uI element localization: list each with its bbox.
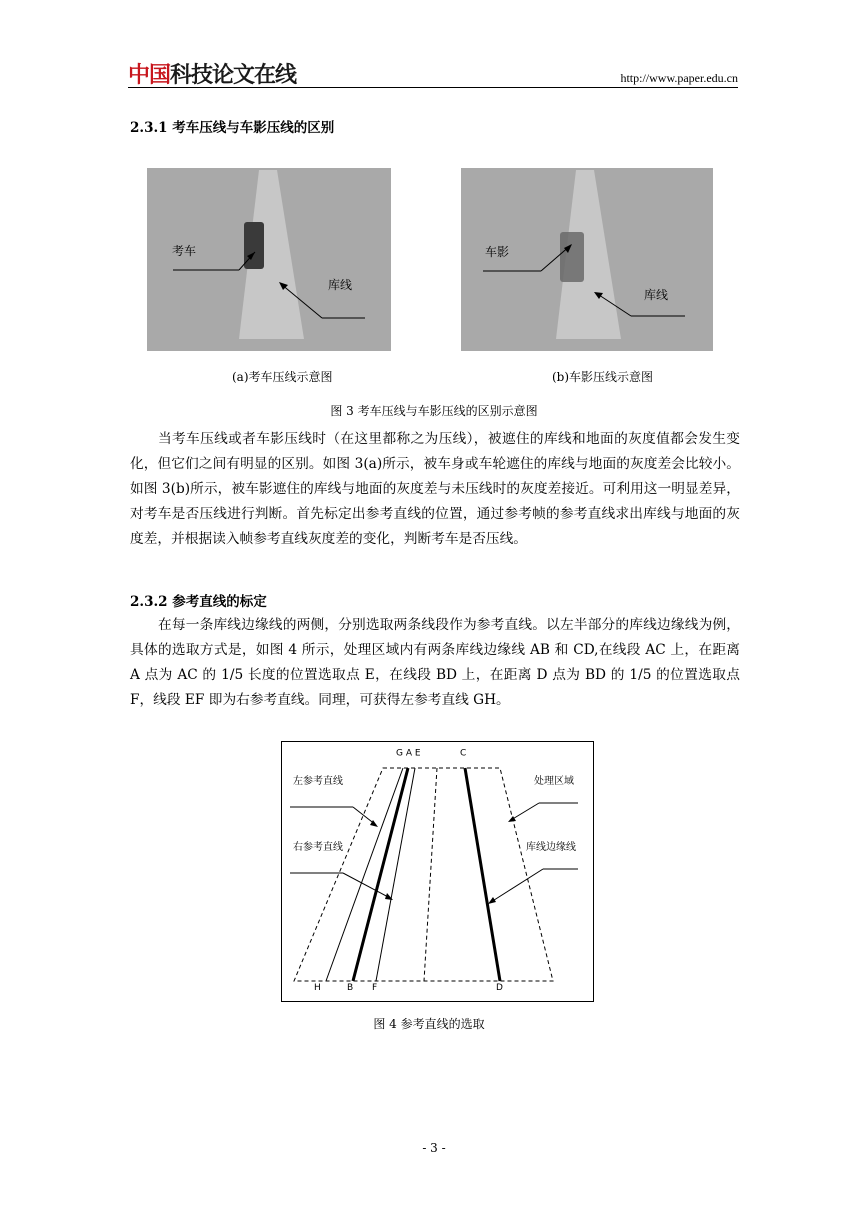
label-car: 考车: [172, 244, 197, 258]
figure3-panel-a: [147, 168, 391, 351]
car-shape: [244, 222, 264, 269]
site-logo: [128, 58, 296, 89]
label-d: D: [496, 983, 503, 993]
label-region: 处理区域: [534, 776, 574, 787]
car-shadow-shape: [560, 232, 584, 282]
label-line: 库线: [644, 288, 669, 302]
logo-red-text: 中国: [128, 63, 171, 88]
paragraph-2: 在每一条库线边缘线的两侧，分别选取两条线段作为参考直线。以左半部分的库线边缘线为例，具体的选取方式是，如图 4 所示，处理区域内有两条库线边缘线 AB 和 CD,在线段 AC 上，在距离 A 点为 AC 的 1/5 长度的位置选取点 E，在线段 BD 上，在距离 D 点为 BD 的 1/5 的位置选取点 F，线段 EF 即为右参考直线。同理，可获得左参考直线 GH。: [130, 617, 740, 708]
paragraph-1: 当考车压线或者车影压线时（在这里都称之为压线），被遮住的库线和地面的灰度值都会发生变化，但它们之间有明显的区别。如图 3(a)所示，被车身或车轮遮住的库线与地面的灰度差会比较小。如图 3(b)所示，被车影遮住的库线与地面的灰度差与未压线时的灰度差接近。可利用这一明显差异，对考车是否压线进行判断。首先标定出参考直线的位置，通过参考帧的参考直线求出库线与地面的灰度差，并根据读入帧参考直线灰度差的变化，判断考车是否压线。: [130, 431, 740, 547]
figure3b-caption: (b)车影压线示意图: [552, 370, 654, 384]
label-h: H: [314, 983, 321, 993]
label-c: C: [460, 748, 467, 759]
label-shadow: 车影: [485, 245, 510, 259]
figure4-diagram: [281, 741, 594, 1002]
label-right-ref: 右参考直线: [293, 842, 343, 853]
label-b: B: [347, 983, 354, 993]
section-title-2-3-2: 2.3.2 参考直线的标定: [130, 594, 267, 610]
figure4-caption: 图 4 参考直线的选取: [373, 1017, 485, 1031]
header-url[interactable]: http://www.paper.edu.cn: [620, 71, 738, 85]
page-number: - 3 -: [422, 1141, 446, 1155]
label-f: F: [372, 983, 378, 993]
label-edge: 库线边缘线: [526, 842, 576, 853]
label-line: 库线: [328, 278, 353, 292]
label-left-ref: 左参考直线: [293, 776, 343, 787]
figure3-caption: 图 3 考车压线与车影压线的区别示意图: [330, 404, 538, 418]
header-divider: [128, 87, 738, 88]
logo-dark-text: 科技论文在线: [170, 63, 297, 88]
label-gae: G A E: [396, 748, 421, 759]
section-title-2-3-1: 2.3.1 考车压线与车影压线的区别: [130, 120, 335, 136]
figure3-panel-b: [461, 168, 713, 351]
figure3a-caption: (a)考车压线示意图: [232, 370, 333, 384]
